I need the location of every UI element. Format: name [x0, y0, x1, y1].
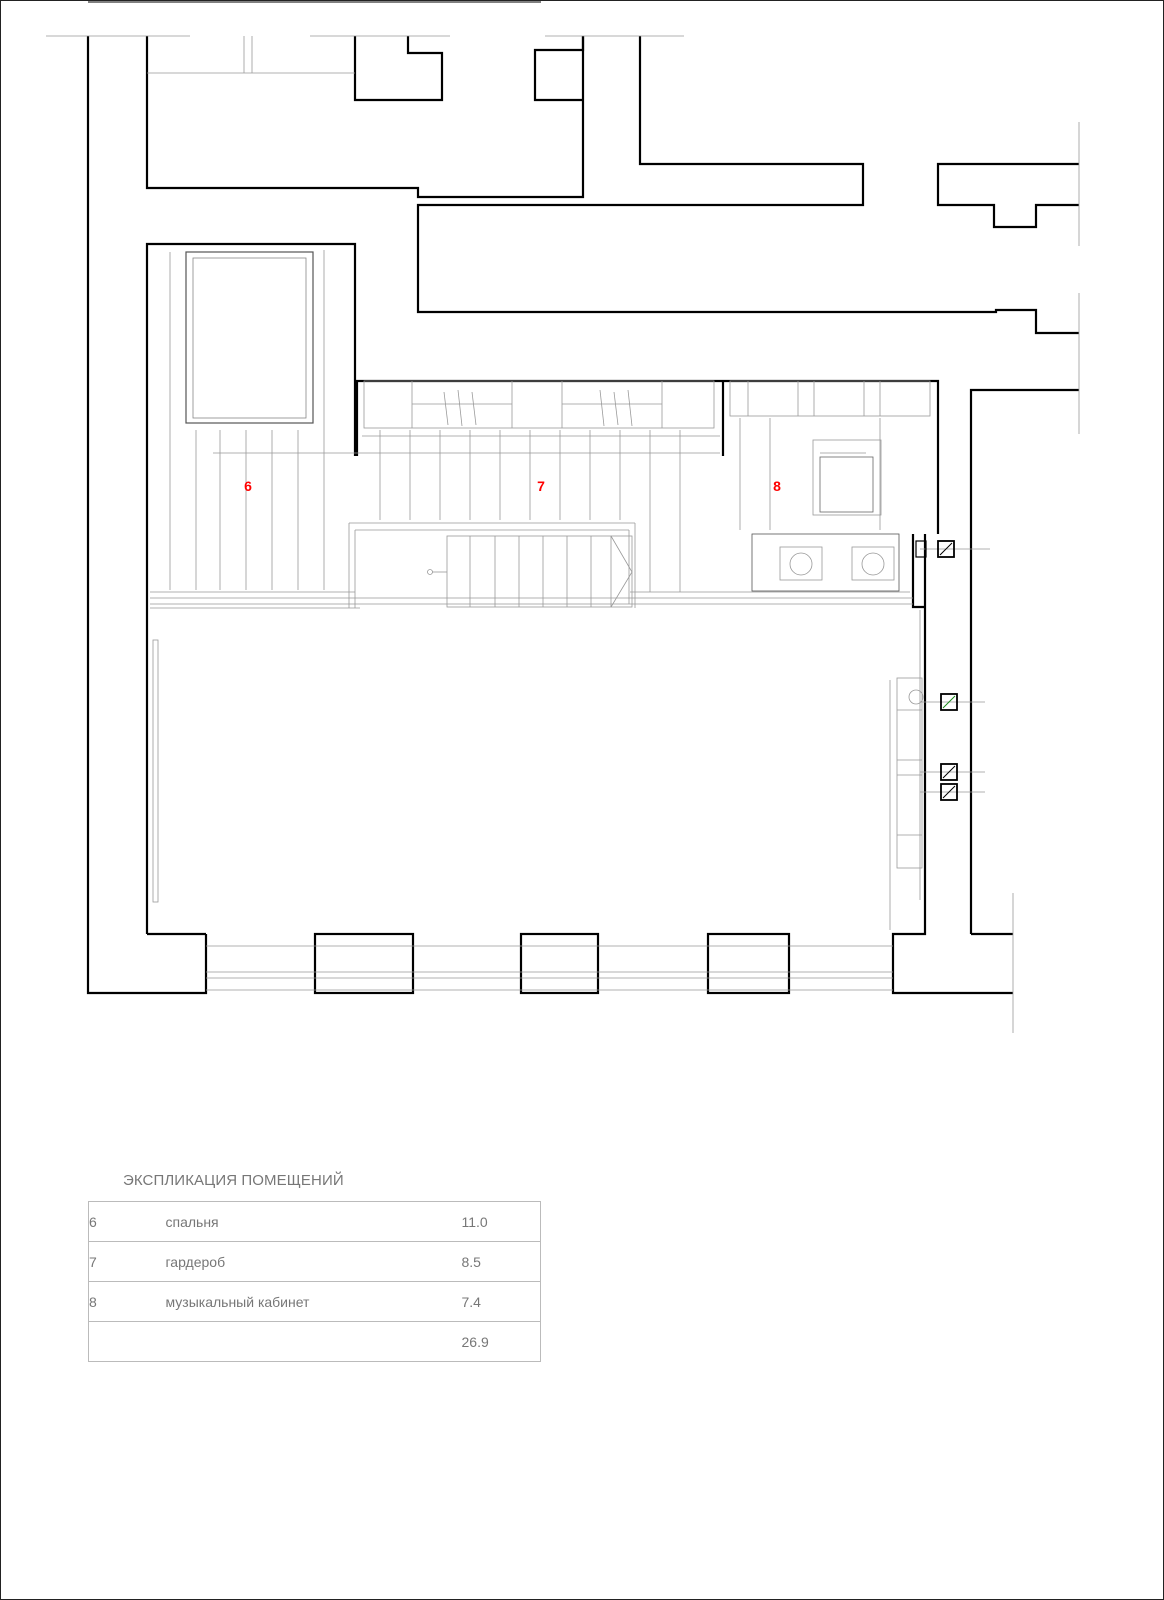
room-name-cell: гардероб: [166, 1242, 462, 1282]
table-row: [89, 1202, 541, 1242]
room-area-cell: 8.5: [462, 1242, 541, 1282]
total-name-cell: [166, 1322, 462, 1362]
room-number-cell: 8: [89, 1282, 166, 1322]
room-name-cell: музыкальный кабинет: [166, 1282, 462, 1322]
room-area-cell: 7.4: [462, 1282, 541, 1322]
total-number-cell: [89, 1322, 166, 1362]
total-area-cell: 26.9: [462, 1322, 541, 1362]
table-row-total: [89, 1322, 541, 1362]
room-area-cell: 11.0: [462, 1202, 541, 1242]
room-number-cell: 7: [89, 1242, 166, 1282]
room-number-8: 8: [773, 478, 781, 494]
legend-title: ЭКСПЛИКАЦИЯ ПОМЕЩЕНИЙ: [123, 1172, 344, 1189]
room-name-cell: спальня: [166, 1202, 462, 1242]
table-row: [89, 1282, 541, 1322]
table-row: [89, 1242, 541, 1282]
room-legend-table: [88, 1201, 541, 1362]
room-number-cell: 6: [89, 1202, 166, 1242]
walls: [88, 2, 1079, 993]
room-number-6: 6: [244, 478, 252, 494]
room-number-7: 7: [537, 478, 545, 494]
